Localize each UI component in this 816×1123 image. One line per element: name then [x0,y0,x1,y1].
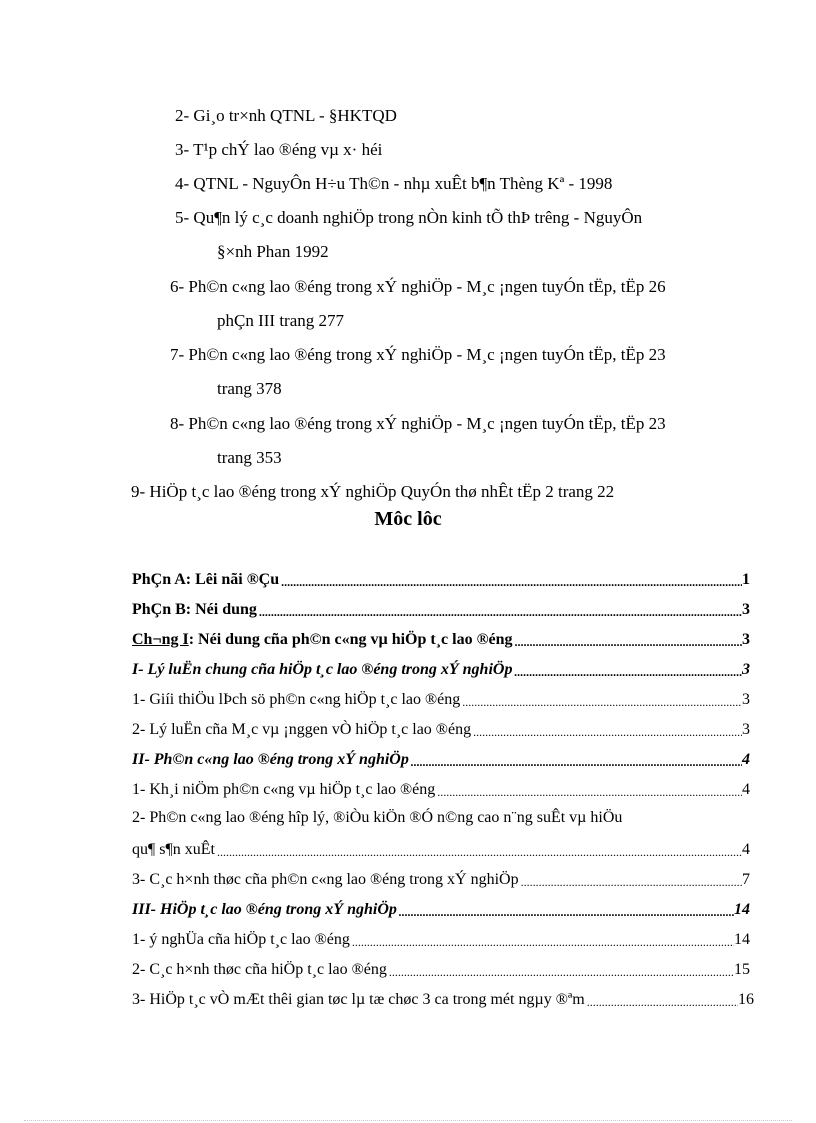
toc-leader-dots [397,904,734,920]
toc-leader-dots [460,694,742,710]
toc-entry-label: 1- ý nghÜa cña hiÖp t¸c lao ®éng [132,931,350,948]
page-bottom-divider [24,1120,792,1121]
toc-entry-page: 4 [742,841,750,858]
reference-item: 9- HiÖp t¸c lao ®éng trong xÝ nghiÖp QuyÓn thø nhÊt tËp 2 trang 22 [131,482,615,501]
toc-leader-dots [387,964,734,980]
toc-leader-dots [435,784,742,800]
toc-entry-label [132,630,513,650]
toc-entry[interactable] [132,928,750,950]
toc-leader-dots [257,604,742,620]
toc-entry[interactable] [132,958,750,980]
toc-leader-dots [471,724,742,740]
toc-entry-page: 4 [742,781,750,798]
reference-item-continuation: §×nh Phan 1992 [217,242,329,261]
toc-entry-label: 1- Kh¸i niÖm ph©n c«ng vµ hiÖp t¸c lao ®éng [132,781,436,798]
toc-entry[interactable] [132,898,750,920]
toc-entry-label: PhÇn A: Lêi nãi ®Çu [132,571,280,588]
toc-leader-dots [519,874,742,890]
toc-entry[interactable] [132,688,750,710]
toc-entry[interactable] [132,838,750,860]
toc-entry[interactable] [132,598,750,620]
toc-entry-page: 3 [742,631,750,648]
toc-entry-page: 15 [734,961,750,978]
toc-entry-page: 16 [738,991,754,1008]
toc-leader-dots [409,754,742,770]
toc-entry-page: 3 [742,601,750,618]
toc-entry-label: II- Ph©n c«ng lao ®éng trong xÝ nghiÖp [132,751,409,768]
toc-entry-label: I- Lý luËn chung cña hiÖp t¸c lao ®éng trong xÝ nghiÖp [132,661,513,678]
toc-entry-label: PhÇn B: Néi dung [132,601,257,618]
toc-entry-label: 2- C¸c h×nh thøc cña hiÖp t¸c lao ®éng [132,961,387,978]
toc-entry-label: 3- C¸c h×nh thøc cña ph©n c«ng lao ®éng trong xÝ nghiÖp [132,871,519,888]
toc-entry-label: III- HiÖp t¸c lao ®éng trong xÝ nghiÖp [132,901,397,918]
toc-entry[interactable] [132,748,750,770]
reference-item-continuation: trang 378 [217,379,282,398]
toc-entry-label: 1- Giíi thiÖu lÞch sö ph©n c«ng hiÖp t¸c lao ®éng [132,691,461,708]
toc-entry[interactable] [132,778,750,800]
toc-entry[interactable] [132,628,750,650]
toc-entry[interactable] [132,718,750,740]
toc-entry-page: 14 [734,931,750,948]
reference-item: 4- QTNL - NguyÔn H÷u Th©n - nhµ xuÊt b¶n Thèng Kª - 1998 [175,174,613,193]
toc-leader-dots [350,934,734,950]
toc-leader-dots [513,634,742,650]
toc-entry[interactable] [132,988,754,1010]
toc-leader-dots [585,994,738,1010]
reference-item-continuation: trang 353 [217,448,282,467]
toc-entry-label[interactable]: 2- Ph©n c«ng lao ®éng hîp lý, ®iÒu kiÖn ®Ó n©ng cao n¨ng suÊt vµ hiÖu [132,809,623,826]
toc-entry[interactable] [132,568,750,590]
toc-entry[interactable] [132,868,750,890]
toc-entry[interactable] [132,658,750,680]
toc-entry-page: 4 [742,751,750,768]
reference-item: 2- Gi¸o tr×nh QTNL - §HKTQD [175,106,397,125]
toc-entry-label: 2- Lý luËn cña M¸c vµ ¡nggen vÒ hiÖp t¸c lao ®éng [132,721,472,738]
toc-leader-dots [512,664,742,680]
toc-entry-page: 3 [742,661,750,678]
toc-entry-page: 3 [742,721,750,738]
reference-item: 5- Qu¶n lý c¸c doanh nghiÖp trong nÒn kinh tÕ thÞ trêng - NguyÔn [175,208,643,227]
toc-entry-page: 3 [742,691,750,708]
toc-title: Môc lôc [374,508,442,530]
toc-leader-dots [279,574,742,590]
toc-entry-page: 7 [742,871,750,888]
reference-item-continuation: phÇn III trang 277 [217,311,345,330]
reference-item: 7- Ph©n c«ng lao ®éng trong xÝ nghiÖp - M¸c ¡ngen tuyÓn tËp, tËp 23 [170,345,666,364]
chapter-prefix: Ch¬ng I [132,631,189,648]
reference-item: 3- T¹p chÝ lao ®éng vµ x· héi [175,140,383,159]
toc-leader-dots [215,844,742,860]
chapter-title: : Néi dung cña ph©n c«ng vµ hiÖp t¸c lao ®éng [188,631,513,648]
toc-entry-label-continuation: qu¶ s¶n xuÊt [132,841,215,858]
toc-entry-label: 3- HiÖp t¸c vÒ mÆt thêi gian tøc lµ tæ chøc 3 ca trong mét ngµy ®ªm [132,991,585,1008]
toc-entry-page: 14 [734,901,750,918]
toc-entry-page: 1 [742,571,750,588]
reference-item: 6- Ph©n c«ng lao ®éng trong xÝ nghiÖp - M¸c ¡ngen tuyÓn tËp, tËp 26 [170,277,666,296]
reference-item: 8- Ph©n c«ng lao ®éng trong xÝ nghiÖp - M¸c ¡ngen tuyÓn tËp, tËp 23 [170,414,666,433]
